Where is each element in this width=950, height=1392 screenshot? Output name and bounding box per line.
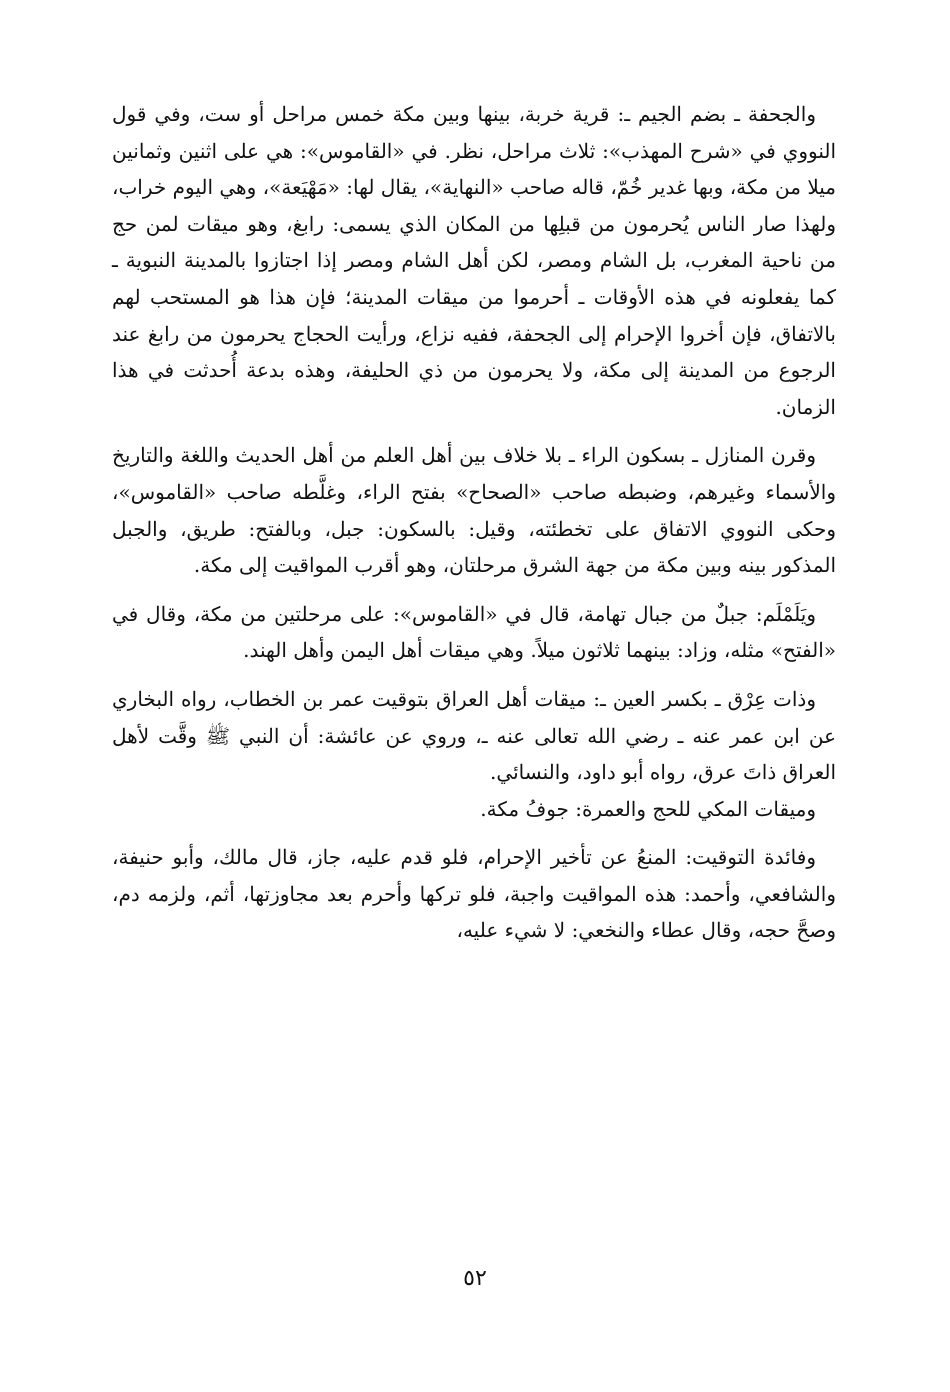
paragraph-dhat-irq: وذات عِرْق ـ بكسر العين ـ: ميقات أهل العراق بتوقيت عمر بن الخطاب، رواه البخاري عن ابن عمر عنه ـ رضي الله تعالى عنه ـ، وروي عن عائشة: أن النبي ﷺ وقَّت لأهل العراق ذاتَ عرق، رواه أبو داود، والنسائي. [112, 686, 836, 785]
page-number: ٥٢ [463, 1266, 487, 1291]
paragraph-yalamlam: ويَلَمْلَم: جبلٌ من جبال تهامة، قال في «القاموس»: على مرحلتين من مكة، وقال في «الفتح» مثله، وزاد: بينهما ثلاثون ميلاً. وهي ميقات أهل اليمن وأهل الهند. [112, 601, 836, 663]
paragraph-makki-miqat: وميقات المكي للحج والعمرة: جوفُ مكة. [480, 796, 816, 821]
page-body [112, 96, 836, 949]
paragraph-juhfa: والجحفة ـ بضم الجيم ـ: قرية خربة، بينها وبين مكة خمس مراحل أو ست، وفي قول النووي في «شرح المهذب»: ثلاث مراحل، نظر. في «القاموس»: هي على اثنين وثمانين ميلا من مكة، وبها غدير خُمّ، قاله صاحب «النهاية»، يقال لها: «مَهْيَعة»، وهي اليوم خراب، ولهذا صار الناس يُحرمون من قبلِها من المكان الذي يسمى: رابغ، وهو ميقات لمن حج من ناحية المغرب، بل الشام ومصر، لكن أهل الشام ومصر إذا اجتازوا بالمدينة النبوية ـ كما يفعلونه في هذه الأوقات ـ أحرموا من ميقات المدينة؛ فإن هذا هو المستحب لهم بالاتفاق، فإن أخروا الإحرام إلى الجحفة، ففيه نزاع، ورأيت الحجاج يحرمون من رابغ عند الرجوع من المدينة إلى مكة، ولا يحرمون من ذي الحليفة، وهذه بدعة أُحدثت في هذا الزمان. [112, 102, 836, 419]
paragraph-qarn-al-manazil: وقرن المنازل ـ بسكون الراء ـ بلا خلاف بين أهل العلم من أهل الحديث واللغة والتاريخ والأسماء وغيرهم، وضبطه صاحب «الصحاح» بفتح الراء، وغلَّطه صاحب «القاموس»، وحكى النووي الاتفاق على تخطئته، وقيل: بالسكون: جبل، وبالفتح: طريق، والجبل المذكور بينه وبين مكة من جهة الشرق مرحلتان، وهو أقرب المواقيت إلى مكة. [112, 443, 836, 578]
paragraph-faida-tawqit: وفائدة التوقيت: المنعُ عن تأخير الإحرام، فلو قدم عليه، جاز، قال مالك، وأبو حنيفة، والشافعي، وأحمد: هذه المواقيت واجبة، فلو تركها وأحرم بعد مجاوزتها، أثم، ولزمه دم، وصحَّ حجه، وقال عطاء والنخعي: لا شيء عليه، [112, 845, 836, 943]
